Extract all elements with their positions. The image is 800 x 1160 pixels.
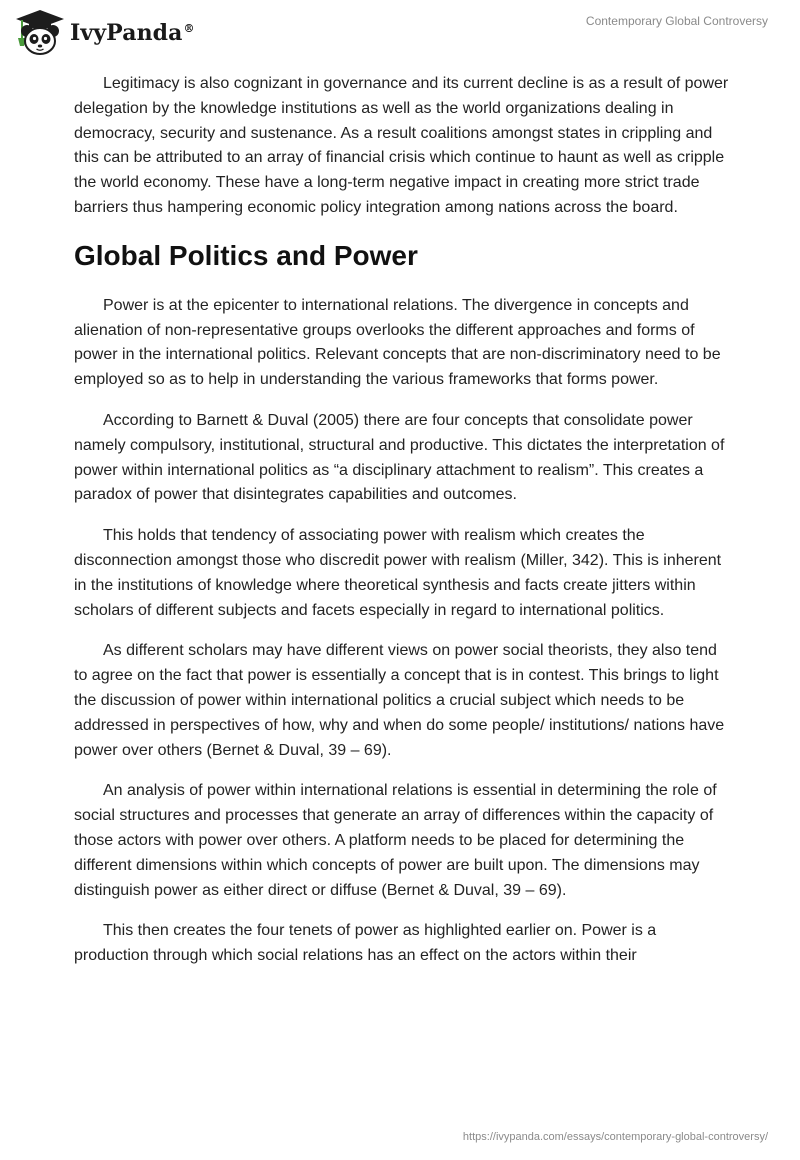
brand-logo[interactable] bbox=[14, 8, 195, 58]
brand-name: IvyPanda® bbox=[70, 20, 195, 46]
body-paragraph: This then creates the four tenets of power as highlighted earlier on. Power is a production through which social relations has an effect on the actors within their bbox=[74, 922, 657, 965]
document-title: Contemporary Global Controversy bbox=[585, 14, 768, 28]
panda-graduate-icon bbox=[14, 8, 66, 58]
page-header bbox=[0, 0, 800, 70]
body-paragraph: This holds that tendency of associating power with realism which creates the disconnection amongst those who discredit power with realism (Miller, 342). This is inherent in the institutions of knowledge where theoretical synthesis and facts create jitters within scholars of different subjects and facets especially in regard to international politics. bbox=[74, 527, 722, 619]
essay-body bbox=[74, 72, 734, 985]
body-paragraph: Power is at the epicenter to international relations. The divergence in concepts and alienation of non-representative groups overlooks the different approaches and forms of power in the international politics. Relevant concepts that are non-discriminatory need to be employed so as to help in understanding the various frameworks that forms power. bbox=[74, 296, 721, 389]
body-paragraph: As different scholars may have different views on power social theorists, they also tend to agree on the fact that power is essentially a concept that is in contest. This brings to light the discussion of power within international politics a crucial subject which needs to be addressed in perspectives of how, why and when do some people/ institutions/ nations have power over others (Bernet & Duval, 39 – 69). bbox=[74, 642, 725, 759]
body-paragraph: According to Barnett & Duval (2005) there are four concepts that consolidate power namely compulsory, institutional, structural and productive. This dictates the interpretation of power within international politics as “a disciplinary attachment to realism”. This creates a paradox of power that disintegrates capabilities and outcomes. bbox=[74, 411, 725, 504]
source-url[interactable]: https://ivypanda.com/essays/contemporary-global-controversy/ bbox=[462, 1131, 768, 1143]
body-paragraph: An analysis of power within international relations is essential in determining the role of social structures and processes that generate an array of differences within the capacity of those actors with power over others. A platform needs to be placed for determining the different dimensions within which concepts of power are built upon. The dimensions may distinguish power as either direct or diffuse (Bernet & Duval, 39 – 69). bbox=[74, 782, 717, 899]
intro-paragraph: Legitimacy is also cognizant in governance and its current decline is as a result of power delegation by the knowledge institutions as well as the world organizations dealing in democracy, security and sustenance. As a result coalitions amongst states in crippling and this can be attributed to an array of financial crisis which continue to haunt as well as cripple the world economy. These have a long-term negative impact in creating more strict trade barriers thus hampering economic policy integration among nations across the board. bbox=[74, 75, 729, 216]
section-heading: Global Politics and Power bbox=[74, 239, 418, 271]
